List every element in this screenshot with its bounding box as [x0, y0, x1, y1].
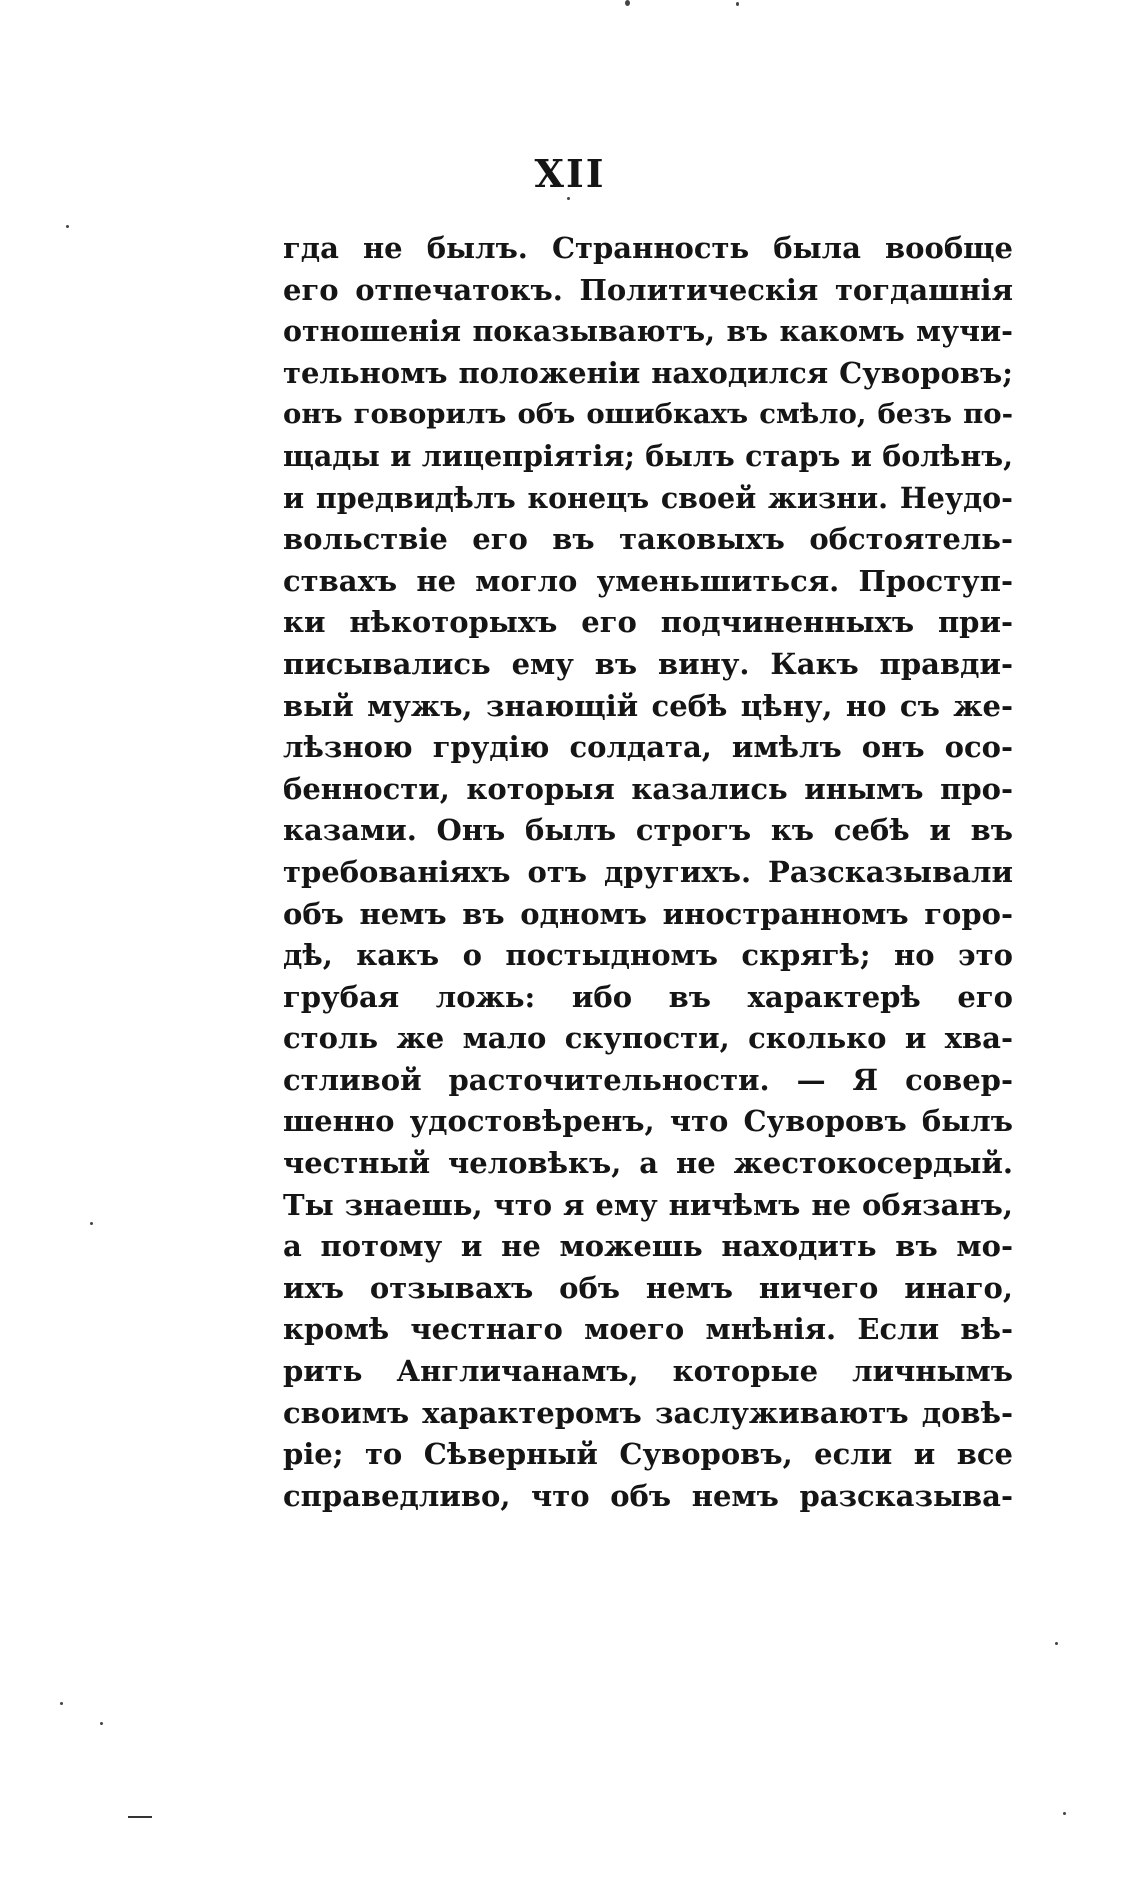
text-line: шенно удостовѣренъ, что Суворовъ былъ — [283, 1104, 1013, 1139]
text-line: дѣ, какъ о постыдномъ скрягѣ; но это — [283, 938, 1013, 973]
scan-speck — [90, 1222, 93, 1225]
text-line: вый мужъ, знающій себѣ цѣну, но съ же- — [283, 688, 1013, 723]
text-line: отношенія показываютъ, въ какомъ мучи- — [283, 314, 1013, 349]
scan-speck — [1055, 1642, 1058, 1645]
text-line: лѣзною грудію солдата, имѣлъ онъ осо- — [283, 730, 1013, 765]
text-line: Ты знаешь, что я ему ничѣмъ не обязанъ, — [283, 1187, 1013, 1222]
text-line: онъ говорилъ объ ошибкахъ смѣло, безъ по- — [283, 398, 1013, 431]
body-text — [283, 228, 1013, 1517]
text-line: вольствіе его въ таковыхъ обстоятель- — [283, 522, 1013, 557]
page-number: XII — [534, 151, 606, 196]
text-line: рить Англичанамъ, которые личнымъ — [283, 1354, 1013, 1389]
scan-speck — [1063, 1812, 1066, 1815]
text-line: казами. Онъ былъ строгъ къ себѣ и въ — [283, 813, 1013, 848]
text-line: ки нѣкоторыхъ его подчиненныхъ при- — [283, 605, 1013, 640]
text-line: справедливо, что объ немъ разсказыва- — [283, 1478, 1013, 1513]
text-line: его отпечатокъ. Политическія тогдашнія — [283, 272, 1013, 307]
scan-speck — [60, 1702, 63, 1705]
scan-speck — [66, 225, 69, 228]
text-line: а потому и не можешь находить въ мо- — [283, 1229, 1013, 1264]
text-line: объ немъ въ одномъ иностранномъ горо- — [283, 896, 1013, 931]
scan-mark — [128, 1816, 152, 1818]
text-line: своимъ характеромъ заслуживаютъ довѣ- — [283, 1395, 1013, 1430]
text-line: щады и лицепріятія; былъ старъ и болѣнъ, — [283, 438, 1013, 473]
scan-speck — [625, 0, 630, 6]
scan-speck — [567, 197, 570, 200]
text-line: гда не былъ. Странность была вообще — [283, 231, 1013, 265]
text-line: грубая ложь: ибо въ характерѣ его — [283, 979, 1013, 1014]
text-line: столь же мало скупости, сколько и хва- — [283, 1021, 1013, 1056]
text-line: кромѣ честнаго моего мнѣнія. Если вѣ- — [283, 1312, 1013, 1347]
scan-speck — [736, 2, 739, 6]
text-line: требованіяхъ отъ другихъ. Разсказывали — [283, 854, 1013, 889]
text-line: стливой расточительности. — Я совер- — [283, 1062, 1013, 1097]
text-line: честный человѣкъ, а не жестокосердый. — [283, 1146, 1013, 1181]
text-line: ствахъ не могло уменьшиться. Проступ- — [283, 563, 1013, 598]
text-line: ихъ отзывахъ объ немъ ничего инаго, — [283, 1270, 1013, 1305]
text-line: бенности, которыя казались инымъ про- — [283, 771, 1013, 806]
text-line: писывались ему въ вину. Какъ правди- — [283, 646, 1013, 681]
scan-speck — [100, 1722, 103, 1725]
text-line: тельномъ положеніи находился Суворовъ; — [283, 355, 1013, 390]
text-line: и предвидѣлъ конецъ своей жизни. Неудо- — [283, 480, 1013, 515]
text-line: ріе; то Сѣверный Суворовъ, если и все — [283, 1437, 1013, 1472]
